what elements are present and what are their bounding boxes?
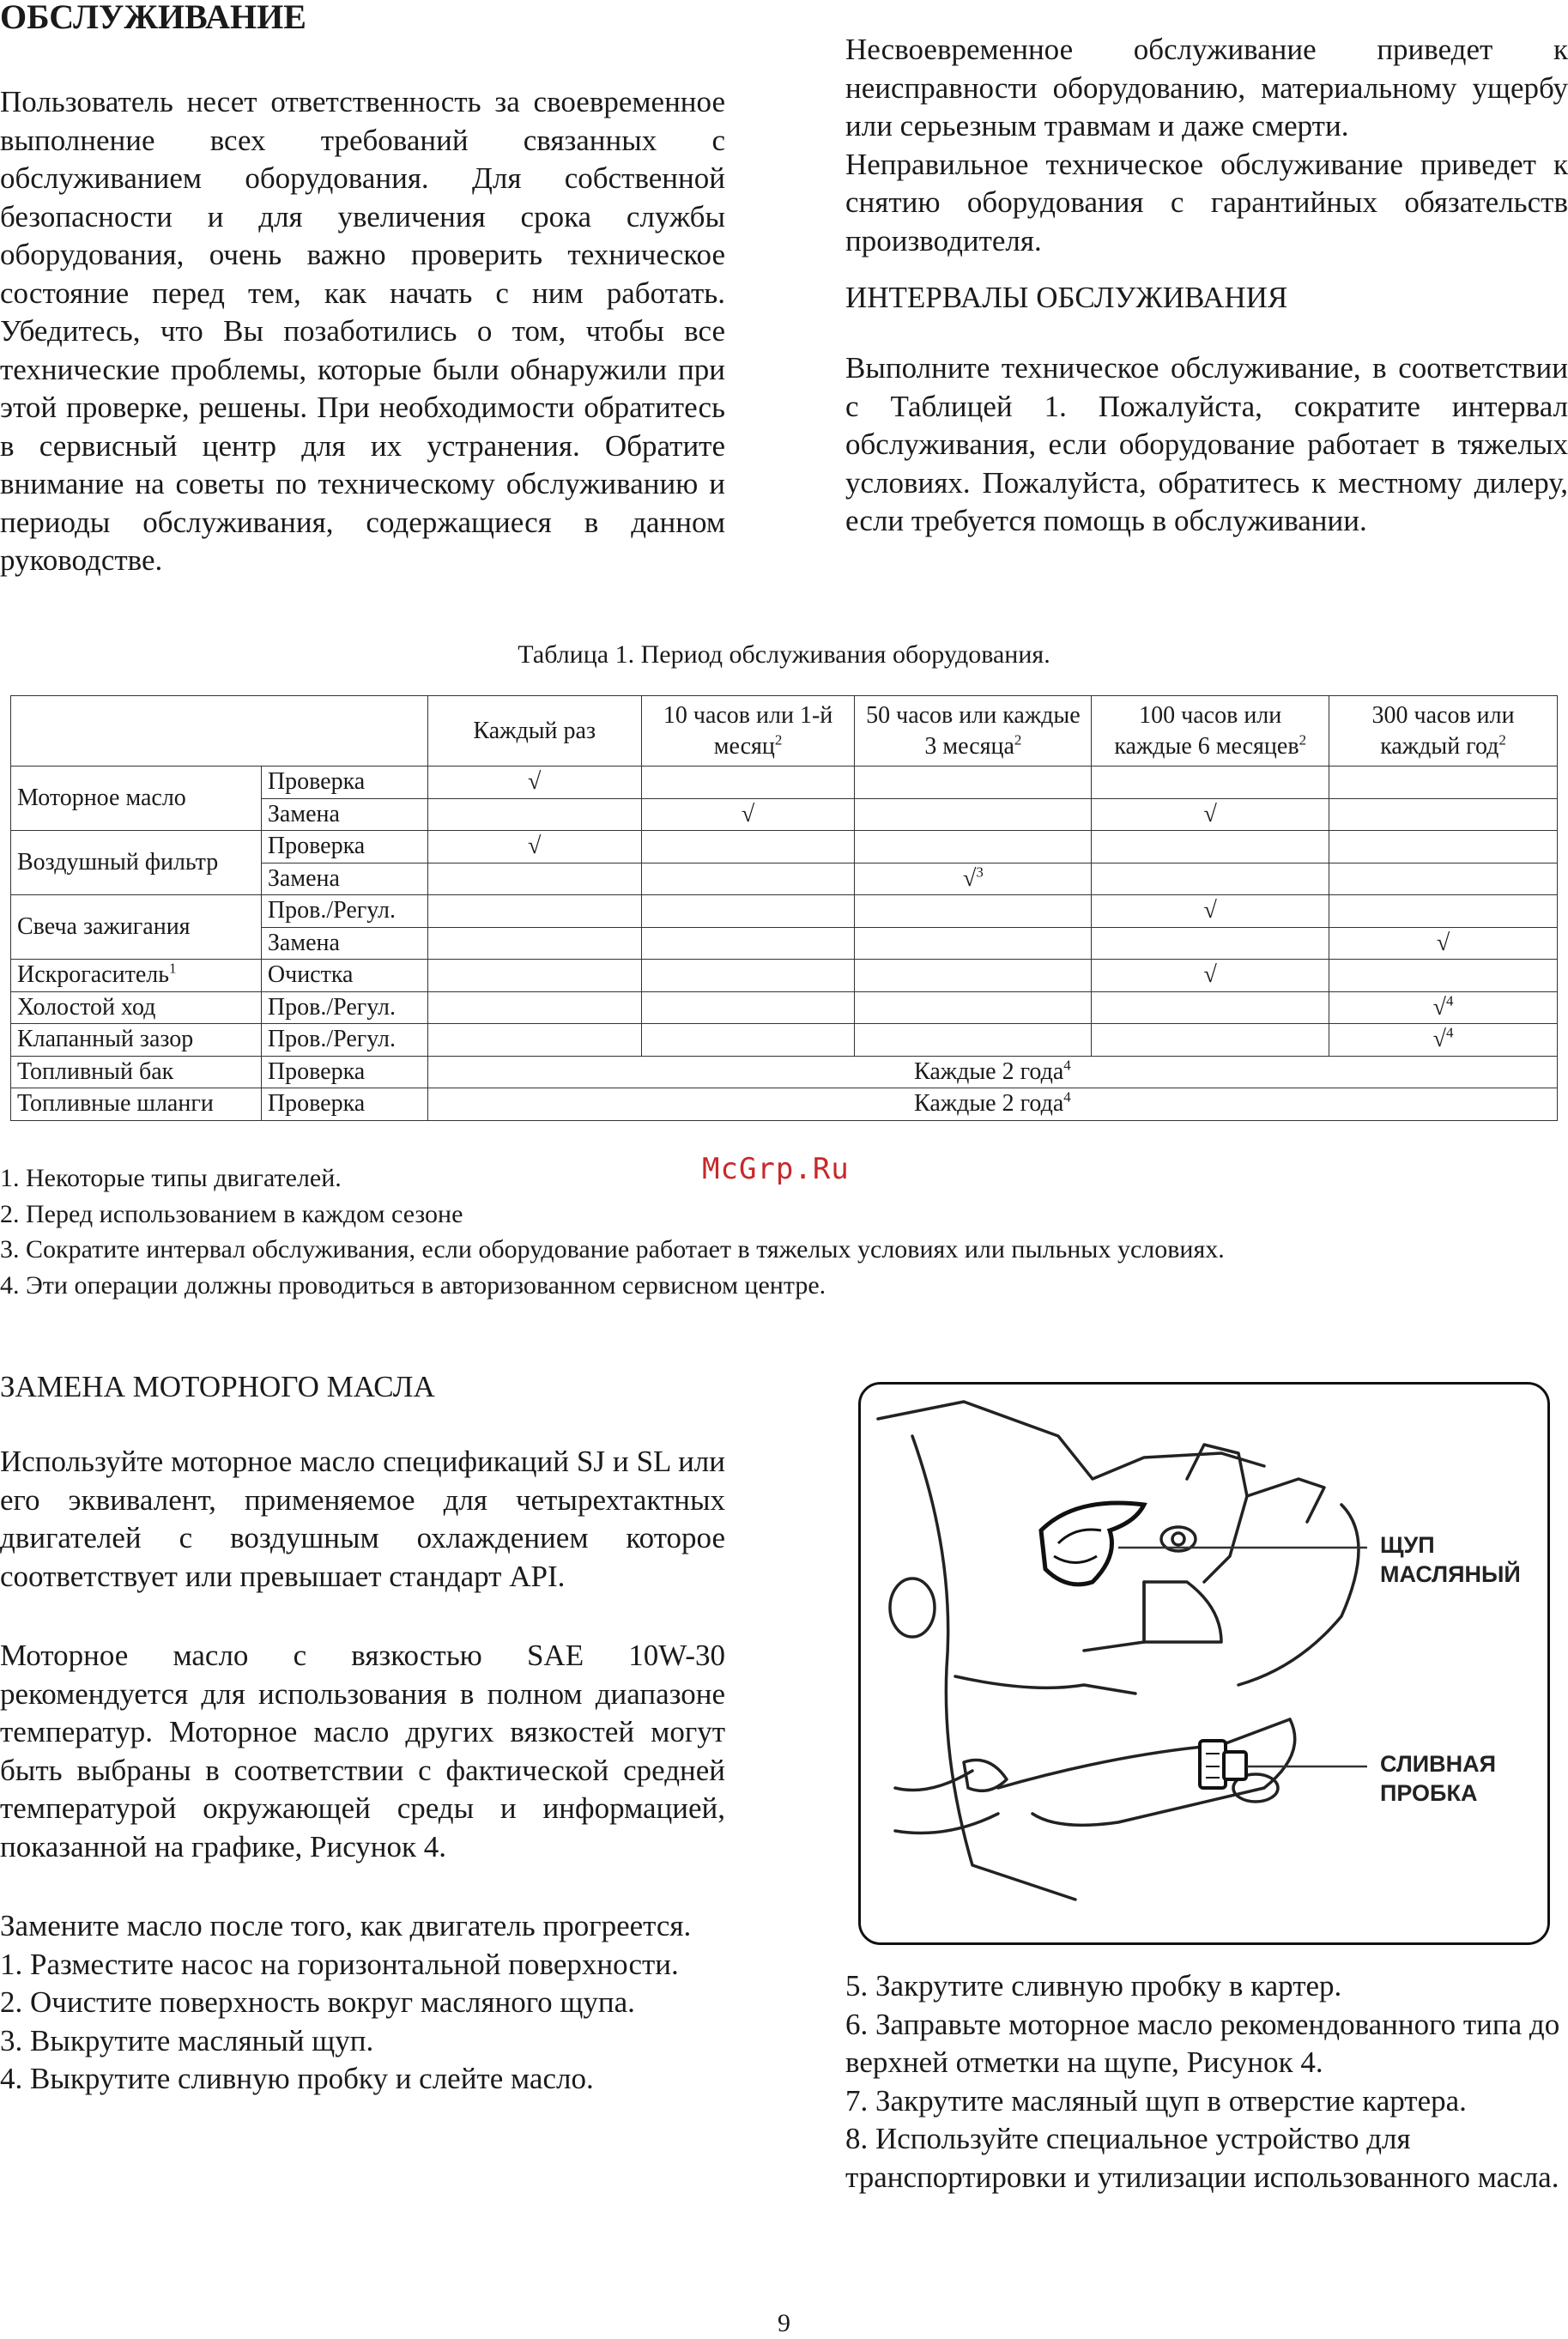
row-label-valve-clearance: Клапанный зазор bbox=[11, 1024, 262, 1057]
warning-paragraph-1: Несвоевременное обслуживание приведет к неисправности оборудованию, материальному ущербу или серьезным травмам и даже смерти. bbox=[845, 33, 1568, 142]
row-label-spark-arrester: Искрогаситель$^1$ bbox=[11, 960, 262, 992]
intervals-section bbox=[845, 279, 1568, 541]
oil-paragraph-2: Моторное масло с вязкостью SAE 10W-30 рекомендуется для использования в полном диапазоне температур. Моторное масло других вязкостей могут быть выбраны в соответствии с фактической средней температурой окружающей среды и информацией, показанной на графике, Рисунок 4. bbox=[0, 1639, 725, 1863]
table-row bbox=[11, 960, 1558, 992]
check-cell: √ bbox=[427, 767, 641, 799]
row-label-air-filter: Воздушный фильтр bbox=[11, 831, 262, 895]
base-slot bbox=[964, 1760, 1007, 1791]
note-3: 3. Сократите интервал обслуживания, если оборудование работает в тяжелых условиях или пыльных условиях. bbox=[0, 1235, 1225, 1263]
header-100h: 100 часов или каждые 6 месяцев$^2$ bbox=[1092, 696, 1329, 767]
header-each-time: Каждый раз bbox=[427, 696, 641, 767]
oil-step-8: 8. Используйте специальное устройство для транспортировки и утилизации использованного масла. bbox=[845, 2122, 1559, 2194]
oil-step-5: 5. Закрутите сливную пробку в картер. bbox=[845, 1969, 1342, 2003]
drain-plug-graphic bbox=[1200, 1741, 1246, 1788]
cover-curve bbox=[1238, 1505, 1359, 1685]
check-cell: √ bbox=[1092, 798, 1329, 831]
frame-tube-2 bbox=[895, 1814, 998, 1833]
table-row bbox=[11, 831, 1558, 863]
table-caption: Таблица 1. Период обслуживания оборудования. bbox=[518, 640, 1050, 669]
op-cell: Замена bbox=[261, 863, 427, 895]
frame-tube-1 bbox=[895, 1771, 972, 1791]
check-cell: √$^3$ bbox=[855, 863, 1092, 895]
oil-step-6: 6. Заправьте моторное масло рекомендованного типа до верхней отметки на щупе, Рисунок 4. bbox=[845, 2007, 1560, 2079]
bracket-edge bbox=[1084, 1582, 1144, 1651]
intro-paragraph: Пользователь несет ответственность за своевременное выполнение всех требований связанных с обслуживанием оборудования. Для собственной безопасности и для увеличения срока службы оборудования, очень важно проверить техническое состояние перед тем, как начать с ним работать. Убедитесь, что Вы позаботились о том, чтобы все технические проблемы, которые были обнаружили при этой проверке, решены. При необходимости обратитесь в сервисный центр для их устранения. Обратите внимание на советы по техническому обслуживанию и периоды обслуживания, содержащиеся в данном руководстве. bbox=[0, 85, 725, 577]
engine-outline-top bbox=[878, 1402, 1264, 1479]
note-1: 1. Некоторые типы двигателей. bbox=[0, 1164, 342, 1192]
bracket bbox=[1144, 1582, 1221, 1642]
dipstick-label: ЩУП МАСЛЯНЫЙ bbox=[1380, 1532, 1521, 1587]
check-cell: √ bbox=[1329, 927, 1558, 960]
lever-arm bbox=[1187, 1445, 1247, 1582]
nut-hole bbox=[1172, 1533, 1184, 1545]
bolt-head-left bbox=[890, 1579, 935, 1637]
check-cell: √ bbox=[427, 831, 641, 863]
throttle-link bbox=[1247, 1479, 1324, 1522]
row-label-idle: Холостой ход bbox=[11, 991, 262, 1024]
note-2: 2. Перед использованием в каждом сезоне bbox=[0, 1199, 463, 1228]
table-row bbox=[11, 895, 1558, 928]
oil-paragraph-3: Замените масло после того, как двигатель прогреется. bbox=[0, 1909, 692, 1942]
row-label-spark-plug: Свеча зажигания bbox=[11, 895, 262, 960]
header-empty bbox=[11, 696, 428, 767]
note-4: 4. Эти операции должны проводиться в авторизованном сервисном центре. bbox=[0, 1270, 826, 1300]
dipstick-graphic bbox=[1041, 1503, 1144, 1585]
table-row bbox=[11, 1024, 1558, 1057]
table-row bbox=[11, 1056, 1558, 1088]
op-cell: Пров./Регул. bbox=[261, 1024, 427, 1057]
oil-step-2: 2. Очистите поверхность вокруг масляного щупа. bbox=[0, 1985, 635, 2019]
base-plate-lower bbox=[1032, 1719, 1295, 1825]
table-row bbox=[11, 1088, 1558, 1121]
op-cell: Проверка bbox=[261, 1056, 427, 1088]
oil-step-7: 7. Закрутите масляный щуп в отверстие картера. bbox=[845, 2083, 1467, 2118]
engine-drawing bbox=[861, 1385, 1547, 1942]
page-number: 9 bbox=[778, 2309, 790, 2337]
table-row bbox=[11, 991, 1558, 1024]
check-cell: √ bbox=[641, 798, 855, 831]
oil-change-section bbox=[0, 1368, 725, 2099]
check-cell: √$^4$ bbox=[1329, 991, 1558, 1024]
page-title: ОБСЛУЖИВАНИЕ bbox=[0, 0, 306, 36]
op-cell: Замена bbox=[261, 927, 427, 960]
every-2-years-cell: Каждые 2 года$^4$ bbox=[427, 1056, 1557, 1088]
maintenance-table bbox=[10, 695, 1558, 1121]
engine-outline-left bbox=[912, 1436, 1075, 1900]
row-label-fuel-tank: Топливный бак bbox=[11, 1056, 262, 1088]
row-label-fuel-hoses: Топливные шланги bbox=[11, 1088, 262, 1121]
oil-steps-continued bbox=[845, 1967, 1568, 2197]
oil-change-heading: ЗАМЕНА МОТОРНОГО МАСЛА bbox=[0, 1370, 435, 1403]
op-cell: Очистка bbox=[261, 960, 427, 992]
table-header-row bbox=[11, 696, 1558, 767]
check-cell: √ bbox=[1092, 960, 1329, 992]
op-cell: Пров./Регул. bbox=[261, 895, 427, 928]
op-cell: Проверка bbox=[261, 1088, 427, 1121]
check-cell: √$^4$ bbox=[1329, 1024, 1558, 1057]
header-300h: 300 часов или каждый год$^2$ bbox=[1329, 696, 1558, 767]
op-cell: Проверка bbox=[261, 767, 427, 799]
oil-paragraph-1: Используйте моторное масло спецификаций SJ и SL или его эквивалент, применяемое для четырехтактных двигателей с воздушным охлаждением которое соответствует или превышает стандарт API. bbox=[0, 1445, 725, 1593]
header-50h: 50 часов или каждые 3 месяца$^2$ bbox=[855, 696, 1092, 767]
engine-figure bbox=[858, 1382, 1550, 1945]
watermark: McGrp.Ru bbox=[702, 1152, 850, 1186]
intervals-heading: ИНТЕРВАЛЫ ОБСЛУЖИВАНИЯ bbox=[845, 281, 1288, 314]
row-label-oil: Моторное масло bbox=[11, 767, 262, 831]
warning-paragraph-2: Неправильное техническое обслуживание приведет к снятию оборудования с гарантийных обязательств производителя. bbox=[845, 147, 1568, 258]
table-notes bbox=[0, 1160, 1225, 1303]
warnings-block bbox=[845, 31, 1568, 260]
crankcase-edge bbox=[955, 1676, 1135, 1694]
every-2-years-cell: Каждые 2 года$^4$ bbox=[427, 1088, 1557, 1121]
check-cell: √ bbox=[1092, 895, 1329, 928]
op-cell: Замена bbox=[261, 798, 427, 831]
drain-plug-label: СЛИВНАЯ ПРОБКА bbox=[1380, 1751, 1497, 1806]
op-cell: Проверка bbox=[261, 831, 427, 863]
oil-step-1: 1. Разместите насос на горизонтальной поверхности. bbox=[0, 1947, 679, 1981]
header-10h: 10 часов или 1-й месяц$^2$ bbox=[641, 696, 855, 767]
oil-step-3: 3. Выкрутите масляный щуп. bbox=[0, 2023, 374, 2057]
oil-step-4: 4. Выкрутите сливную пробку и слейте масло. bbox=[0, 2062, 594, 2095]
table-row bbox=[11, 767, 1558, 799]
op-cell: Пров./Регул. bbox=[261, 991, 427, 1024]
intervals-paragraph: Выполните техническое обслуживание, в соответствии с Таблицей 1. Пожалуйста, сократите интервал обслуживания, если оборудование работает в тяжелых условиях. Пожалуйста, обратитесь к местному дилеру, если требуется помощь в обслуживании. bbox=[845, 351, 1568, 537]
